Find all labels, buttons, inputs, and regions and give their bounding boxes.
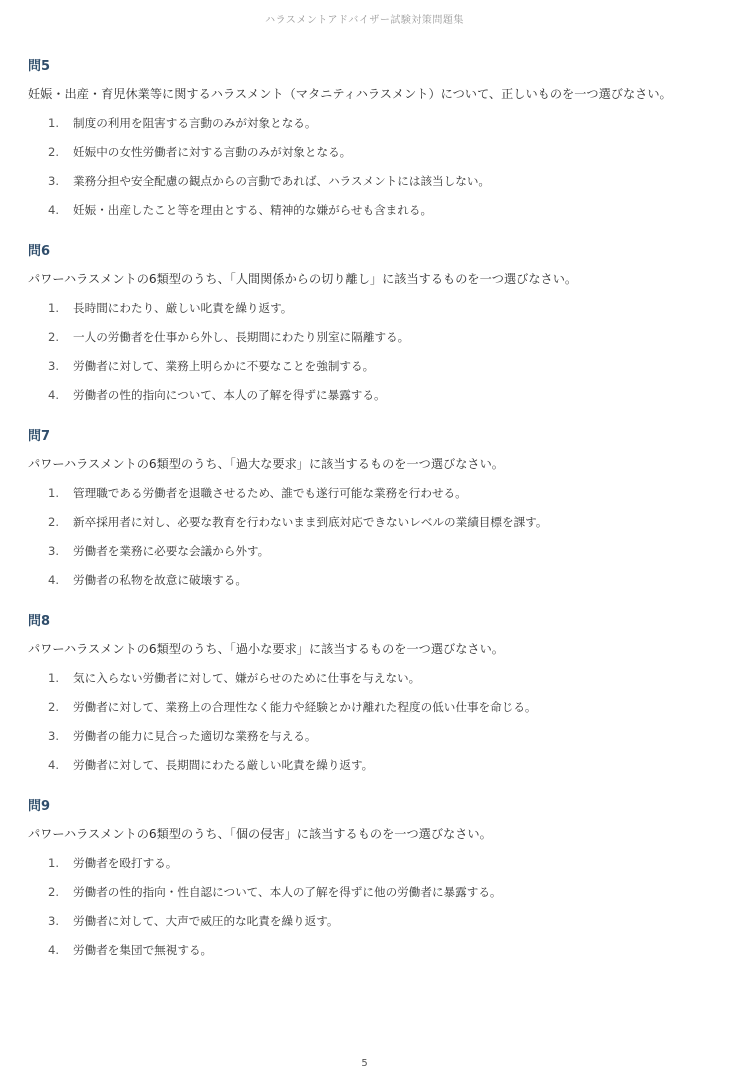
option-number: 3. — [48, 729, 60, 743]
option-text: 制度の利用を阻害する言動のみが対象となる。 — [73, 116, 317, 130]
option-text: 労働者の能力に見合った適切な業務を与える。 — [73, 729, 317, 743]
question-8 — [28, 613, 700, 775]
option-text: 妊娠中の女性労働者に対する言動のみが対象となる。 — [73, 145, 352, 159]
option-item — [48, 854, 700, 873]
question-list — [28, 58, 700, 983]
option-text: 一人の労働者を仕事から外し、長期間にわたり別室に隔離する。 — [73, 330, 410, 344]
question-number: 問7 — [28, 429, 51, 444]
option-number: 3. — [48, 544, 60, 558]
question-number: 問6 — [28, 244, 51, 259]
question-number: 問8 — [28, 614, 51, 629]
option-text: 労働者に対して、大声で威圧的な叱責を繰り返す。 — [73, 914, 339, 928]
option-number: 3. — [48, 914, 60, 928]
option-text: 労働者に対して、長期間にわたる厳しい叱責を繰り返す。 — [73, 758, 374, 772]
option-number: 2. — [48, 700, 60, 714]
option-number: 3. — [48, 174, 60, 188]
option-list — [28, 484, 700, 590]
question-7 — [28, 428, 700, 590]
question-number: 問5 — [28, 59, 51, 74]
option-number: 2. — [48, 145, 60, 159]
option-item — [48, 542, 700, 561]
option-number: 4. — [48, 203, 60, 217]
option-item — [48, 513, 700, 532]
option-item — [48, 357, 700, 376]
option-number: 2. — [48, 515, 60, 529]
option-item — [48, 941, 700, 960]
option-item — [48, 172, 700, 191]
option-text: 労働者に対して、業務上の合理性なく能力や経験とかけ離れた程度の低い仕事を命じる。 — [73, 700, 537, 714]
option-number: 4. — [48, 943, 60, 957]
option-item — [48, 669, 700, 688]
option-text: 妊娠・出産したこと等を理由とする、精神的な嫌がらせも含まれる。 — [73, 203, 433, 217]
option-number: 4. — [48, 573, 60, 587]
option-item — [48, 698, 700, 717]
option-list — [28, 299, 700, 405]
option-text: 長時間にわたり、厳しい叱責を繰り返す。 — [73, 301, 293, 315]
option-item — [48, 756, 700, 775]
option-text: 労働者の性的指向について、本人の了解を得ずに暴露する。 — [73, 388, 386, 402]
option-number: 1. — [48, 301, 60, 315]
question-text: パワーハラスメントの6類型のうち、「過大な要求」に該当するものを一つ選びなさい。 — [28, 457, 504, 471]
option-list — [28, 854, 700, 960]
option-text: 労働者に対して、業務上明らかに不要なことを強制する。 — [73, 359, 375, 373]
option-number: 1. — [48, 486, 60, 500]
option-item — [48, 143, 700, 162]
option-text: 気に入らない労働者に対して、嫌がらせのために仕事を与えない。 — [73, 671, 421, 685]
question-text: 妊娠・出産・育児休業等に関するハラスメント（マタニティハラスメント）について、正しいものを一つ選びなさい。 — [28, 87, 672, 101]
option-number: 4. — [48, 758, 60, 772]
option-list — [28, 669, 700, 775]
option-number: 4. — [48, 388, 60, 402]
option-list — [28, 114, 700, 220]
option-item — [48, 727, 700, 746]
option-number: 1. — [48, 856, 60, 870]
option-item — [48, 201, 700, 220]
option-text: 労働者を殴打する。 — [73, 856, 178, 870]
option-number: 1. — [48, 671, 60, 685]
option-text: 管理職である労働者を退職させるため、誰でも遂行可能な業務を行わせる。 — [73, 486, 467, 500]
option-item — [48, 571, 700, 590]
question-text: パワーハラスメントの6類型のうち、「個の侵害」に該当するものを一つ選びなさい。 — [28, 827, 492, 841]
question-6 — [28, 243, 700, 405]
question-number: 問9 — [28, 799, 51, 814]
question-text: パワーハラスメントの6類型のうち、「人間関係からの切り離し」に該当するものを一つ選びなさい。 — [28, 272, 578, 286]
option-item — [48, 912, 700, 931]
question-text: パワーハラスメントの6類型のうち、「過小な要求」に該当するものを一つ選びなさい。 — [28, 642, 504, 656]
option-item — [48, 114, 700, 133]
option-text: 労働者を業務に必要な会議から外す。 — [73, 544, 270, 558]
option-item — [48, 328, 700, 347]
option-item — [48, 386, 700, 405]
page-number: 5 — [361, 1058, 368, 1069]
option-number: 2. — [48, 885, 60, 899]
option-text: 新卒採用者に対し、必要な教育を行わないまま到底対応できないレベルの業績目標を課す。 — [73, 515, 548, 529]
question-9 — [28, 798, 700, 960]
page-header: ハラスメントアドバイザー試験対策問題集 — [265, 15, 464, 26]
option-text: 労働者の性的指向・性自認について、本人の了解を得ずに他の労働者に暴露する。 — [73, 885, 502, 899]
option-item — [48, 484, 700, 503]
option-number: 3. — [48, 359, 60, 373]
option-text: 業務分担や安全配慮の観点からの言動であれば、ハラスメントには該当しない。 — [73, 174, 491, 188]
option-number: 1. — [48, 116, 60, 130]
option-item — [48, 299, 700, 318]
question-5 — [28, 58, 700, 220]
option-text: 労働者の私物を故意に破壊する。 — [73, 573, 247, 587]
option-item — [48, 883, 700, 902]
option-text: 労働者を集団で無視する。 — [73, 943, 213, 957]
option-number: 2. — [48, 330, 60, 344]
